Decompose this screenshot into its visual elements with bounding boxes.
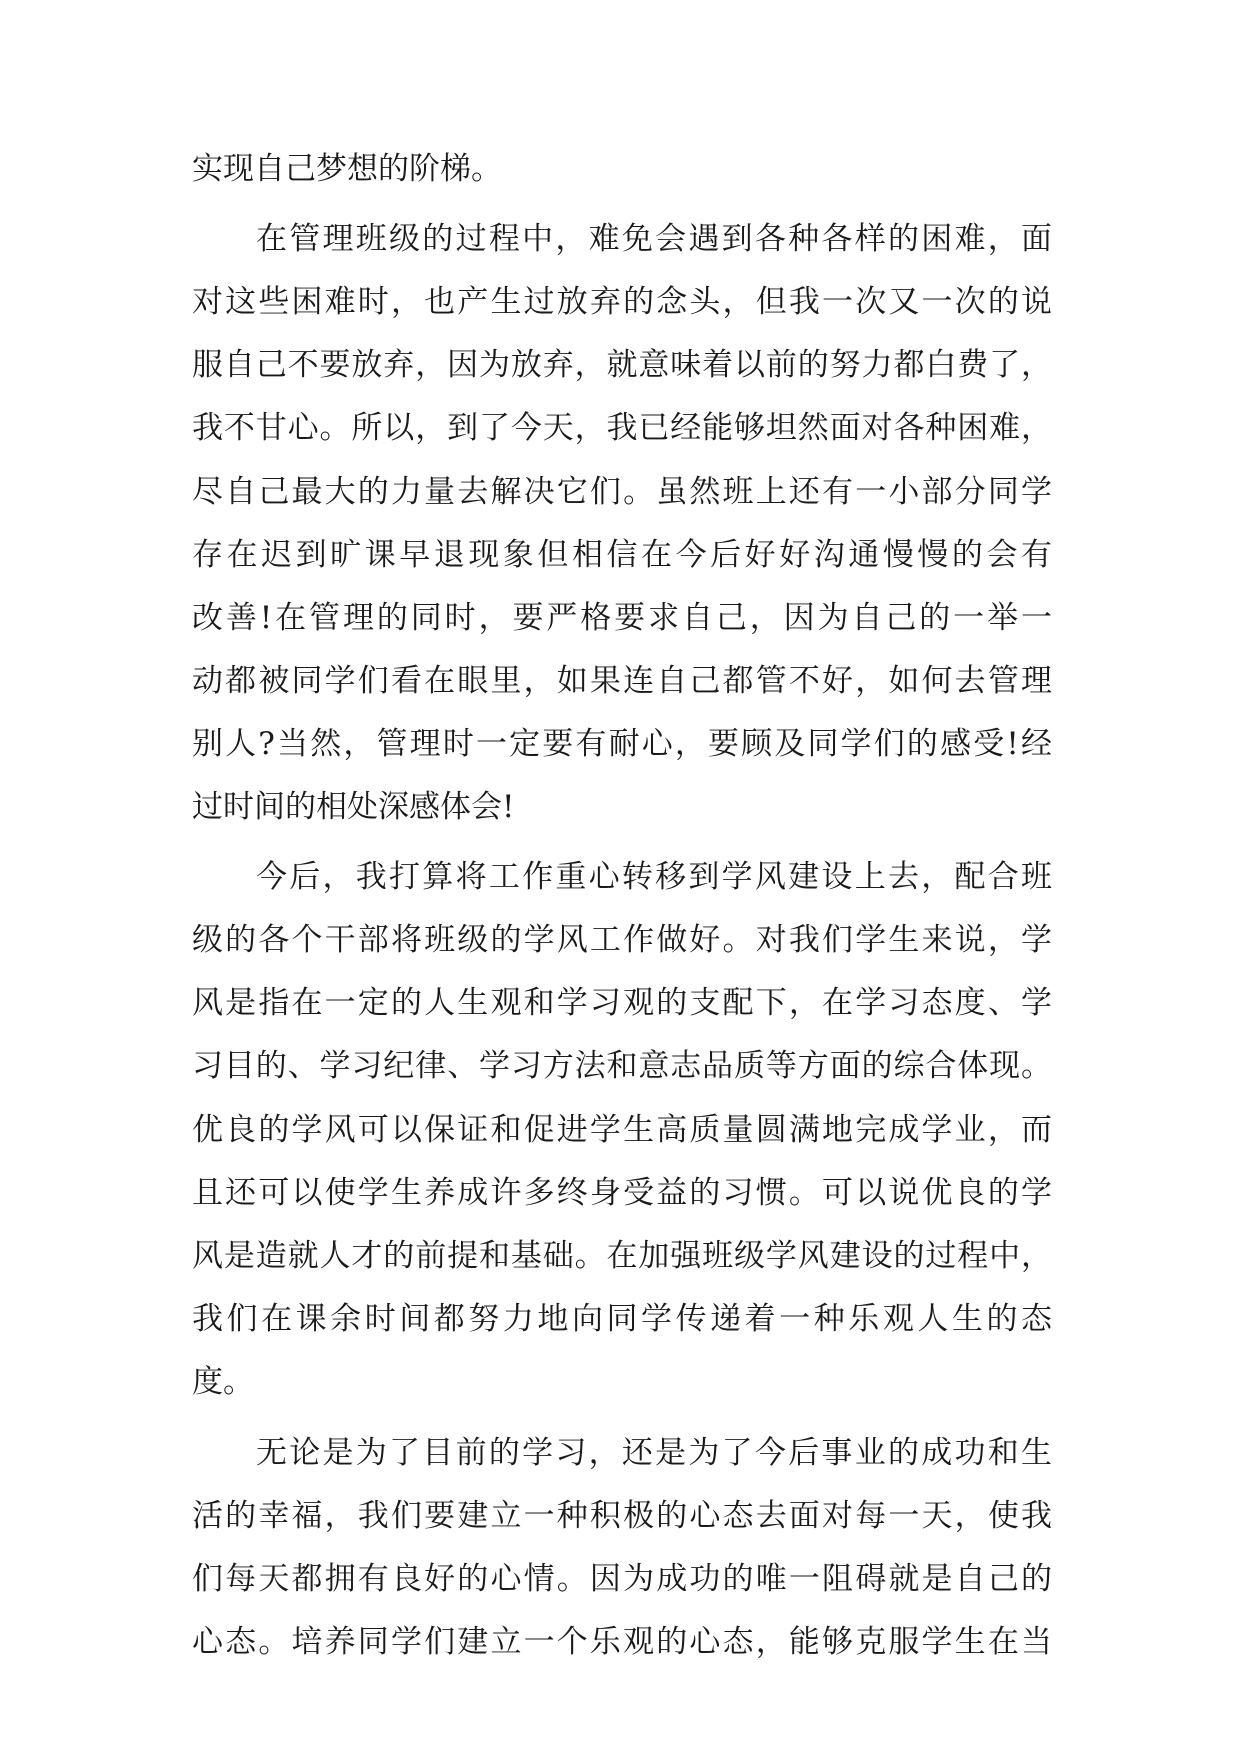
- paragraph-first-line: 在管理班级的过程中，难免会遇到各种各样的困难，面: [256, 221, 1052, 257]
- text-line: 且还可以使学生养成许多终身受益的习惯。可以说优良的学: [192, 1175, 1052, 1211]
- text-line: 心态。培养同学们建立一个乐观的心态，能够克服学生在当: [192, 1624, 1052, 1660]
- text-line: 们每天都拥有良好的心情。因为成功的唯一阻碍就是自己的: [192, 1561, 1052, 1597]
- text-line: 动都被同学们看在眼里，如果连自己都管不好，如何去管理: [192, 663, 1052, 699]
- text-line: 优良的学风可以保证和促进学生高质量圆满地完成学业，而: [192, 1112, 1052, 1148]
- text-line: 习目的、学习纪律、学习方法和意志品质等方面的综合体现。: [192, 1048, 1052, 1084]
- text-line: 我们在课余时间都努力地向同学传递着一种乐观人生的态: [192, 1301, 1052, 1337]
- text-line: 实现自己梦想的阶梯。: [192, 151, 502, 187]
- text-line: 我不甘心。所以，到了今天，我已经能够坦然面对各种困难，: [192, 410, 1052, 446]
- text-line: 存在迟到旷课早退现象但相信在今后好好沟通慢慢的会有: [192, 537, 1052, 573]
- text-line: 尽自己最大的力量去解决它们。虽然班上还有一小部分同学: [192, 474, 1052, 510]
- text-line: 风是造就人才的前提和基础。在加强班级学风建设的过程中，: [192, 1238, 1052, 1274]
- text-line: 别人?当然，管理时一定要有耐心，要顾及同学们的感受!经: [192, 726, 1052, 762]
- text-line: 改善!在管理的同时，要严格要求自己，因为自己的一举一: [192, 600, 1052, 636]
- text-line: 级的各个干部将班级的学风工作做好。对我们学生来说，学: [192, 922, 1052, 958]
- text-line: 活的幸福，我们要建立一种积极的心态去面对每一天，使我: [192, 1498, 1052, 1534]
- text-line: 风是指在一定的人生观和学习观的支配下，在学习态度、学: [192, 985, 1052, 1021]
- paragraph-first-line: 今后，我打算将工作重心转移到学风建设上去，配合班: [256, 859, 1052, 895]
- text-line: 度。: [192, 1364, 254, 1400]
- text-line: 过时间的相处深感体会!: [192, 789, 515, 825]
- text-line: 服自己不要放弃，因为放弃，就意味着以前的努力都白费了，: [192, 347, 1052, 383]
- paragraph-first-line: 无论是为了目前的学习，还是为了今后事业的成功和生: [256, 1435, 1052, 1471]
- text-line: 对这些困难时，也产生过放弃的念头，但我一次又一次的说: [192, 284, 1052, 320]
